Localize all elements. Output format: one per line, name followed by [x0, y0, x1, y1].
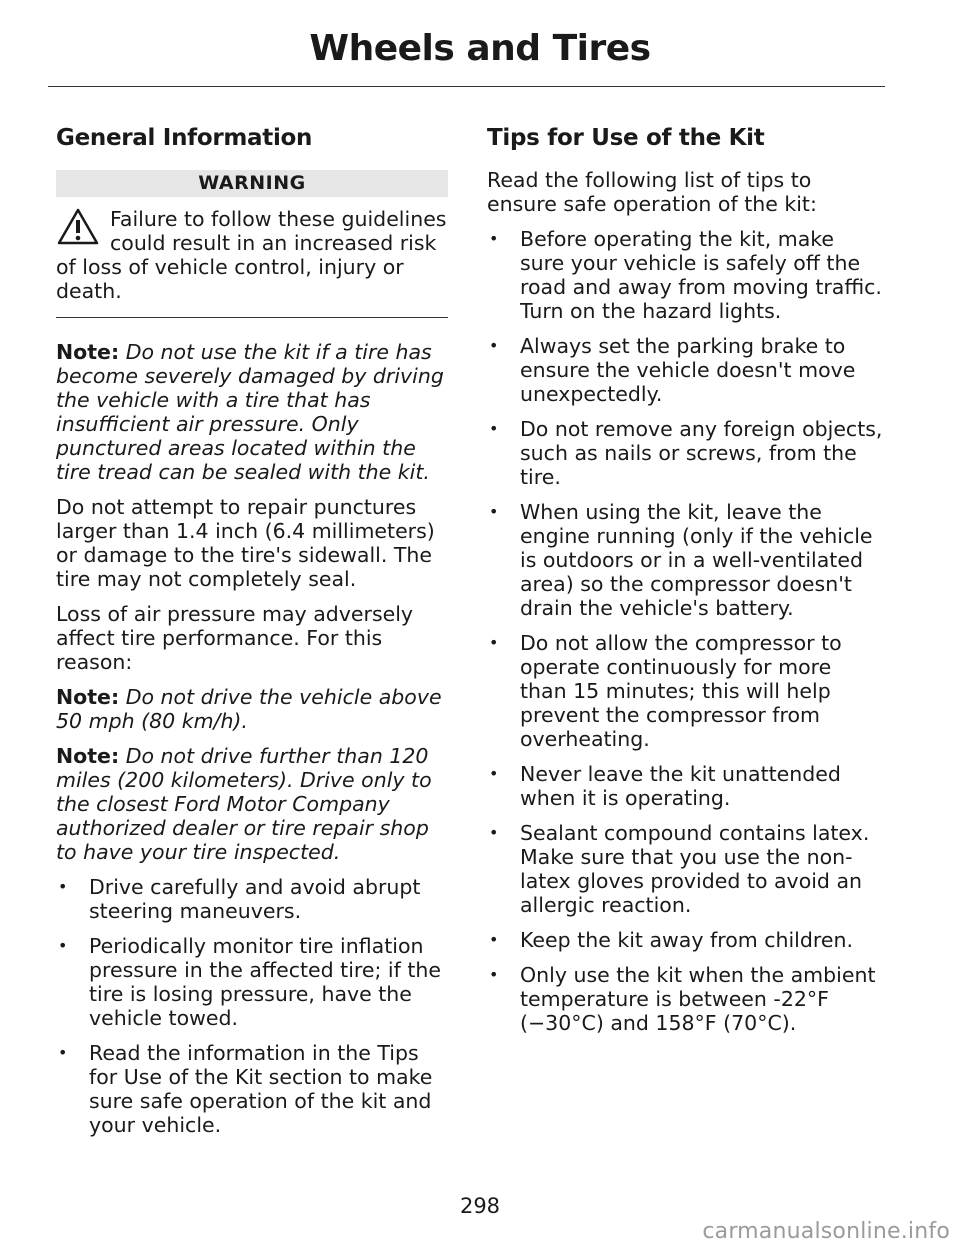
list-item: • Keep the kit away from children.	[487, 928, 883, 952]
right-column	[487, 120, 883, 1046]
note-text: Do not drive further than 120 miles (200 kilometers). Drive only to the closest Ford Motor Company authorized dealer or tire repair shop to have your tire inspected.	[56, 744, 432, 864]
note-label: Note:	[56, 340, 120, 364]
list-item: • Periodically monitor tire inflation pressure in the affected tire; if the tire is losing pressure, have the vehicle towed.	[56, 934, 448, 1030]
note-label: Note:	[56, 685, 120, 709]
tips-intro: Read the following list of tips to ensure safe operation of the kit:	[487, 168, 817, 216]
list-item: • When using the kit, leave the engine running (only if the vehicle is outdoors or in a well-ventilated area) so the compressor doesn't drain the vehicle's battery.	[487, 500, 883, 620]
watermark: carmanualsonline.info	[702, 1219, 950, 1244]
warning-divider	[56, 317, 448, 318]
paragraph-air-pressure: Loss of air pressure may adversely affect tire performance. For this reason:	[56, 602, 414, 674]
note-3	[56, 744, 448, 864]
warning-triangle-icon	[56, 207, 102, 247]
note-label: Note:	[56, 744, 120, 768]
page-title: Wheels and Tires	[309, 28, 651, 69]
warning-text: Failure to follow these guidelines could result in an increased risk of loss of vehicle control, injury or death.	[56, 207, 447, 303]
warning-box	[56, 207, 448, 303]
warning-label: WARNING	[56, 170, 448, 197]
list-item: • Never leave the kit unattended when it is operating.	[487, 762, 883, 810]
list-item: • Do not allow the compressor to operate continuously for more than 15 minutes; this will help prevent the compressor from overheating.	[487, 631, 883, 751]
list-item: • Sealant compound contains latex. Make sure that you use the non-latex gloves provided to avoid an allergic reaction.	[487, 821, 883, 917]
left-bullet-list	[56, 875, 448, 1137]
page-number: 298	[459, 1194, 501, 1218]
list-item: • Always set the parking brake to ensure the vehicle doesn't move unexpectedly.	[487, 334, 883, 406]
note-2	[56, 685, 448, 733]
tips-bullet-list	[487, 227, 883, 1035]
note-text: Do not use the kit if a tire has become severely damaged by driving the vehicle with a tire that has insufficient air pressure. Only punctured areas located within the tire tread can be sealed with the kit.	[56, 340, 444, 484]
note-text: Do not drive the vehicle above 50 mph (80 km/h).	[56, 685, 442, 733]
note-1	[56, 340, 448, 484]
list-item: • Read the information in the Tips for Use of the Kit section to make sure safe operation of the kit and your vehicle.	[56, 1041, 448, 1137]
tips-heading: Tips for Use of the Kit	[487, 125, 765, 151]
list-item: • Do not remove any foreign objects, such as nails or screws, from the tire.	[487, 417, 883, 489]
list-item: • Only use the kit when the ambient temperature is between -22°F (−30°C) and 158°F (70°C).	[487, 963, 883, 1035]
left-column	[56, 120, 448, 1148]
title-divider	[48, 86, 885, 87]
list-item: • Before operating the kit, make sure your vehicle is safely off the road and away from moving traffic. Turn on the hazard lights.	[487, 227, 883, 323]
list-item: • Drive carefully and avoid abrupt steering maneuvers.	[56, 875, 448, 923]
paragraph-punctures: Do not attempt to repair punctures larger than 1.4 inch (6.4 millimeters) or damage to the tire's sidewall. The tire may not completely seal.	[56, 495, 435, 591]
general-information-heading: General Information	[56, 125, 313, 151]
